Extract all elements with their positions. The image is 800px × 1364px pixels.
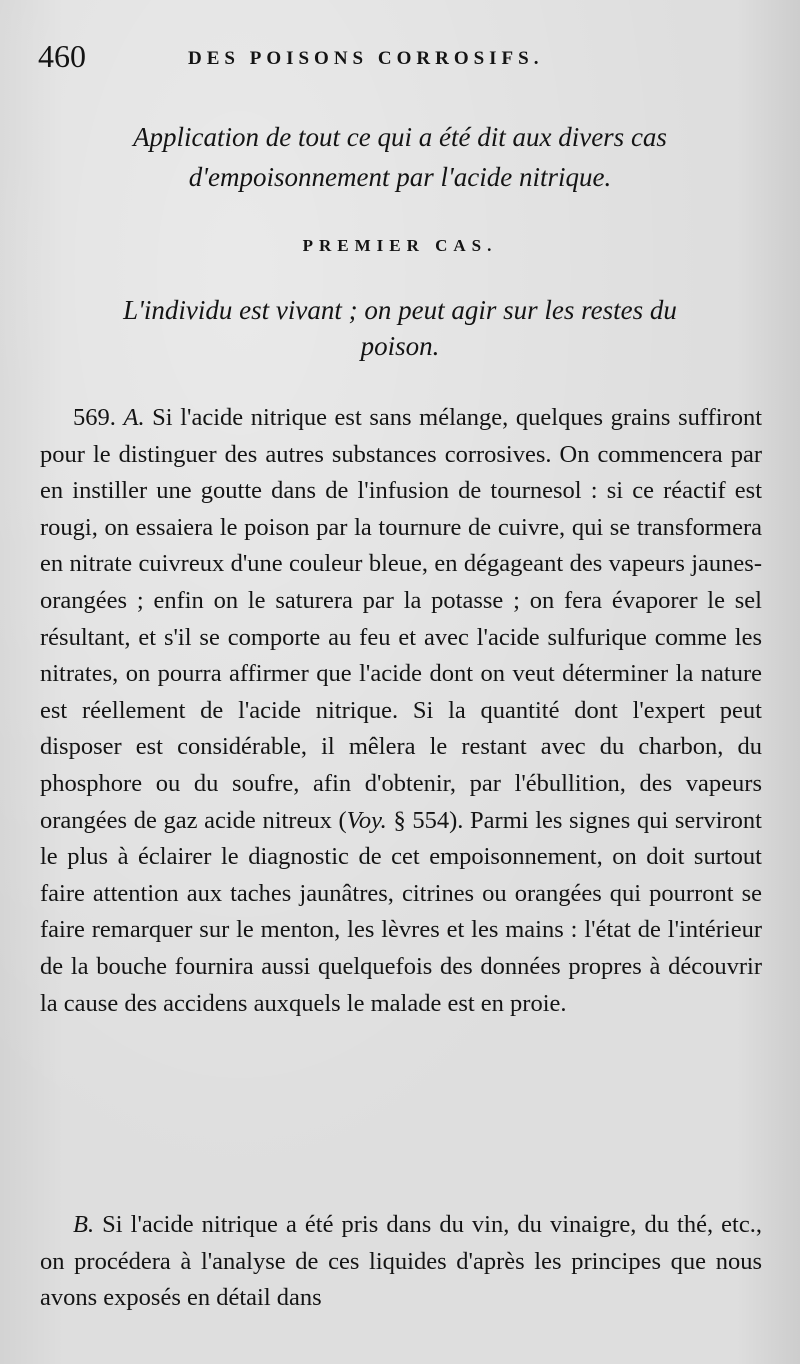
paragraph-b-text: Si l'acide nitrique a été pris dans du vin, du vinaigre, du thé, etc., on procédera à l'analyse de ces liquides d'après les principes que nous avons exposés en détail dans [40,1211,762,1312]
running-title: DES POISONS CORROSIFS. [188,48,544,69]
paragraph-a-text-1: Si l'acide nitrique est sans mélange, quelques grains suffiront pour le distinguer des autres substances corrosives. On commencera par en instiller une goutte dans de l'infusion de tournesol : si ce réactif est rougi, on essaiera le poison par la tournure de cuivre, qui se transformera en nitrate cuivreux d'une couleur bleue, en dégageant des vapeurs jaunes-orangées ; enfin on le saturera par la potasse ; on fera évaporer le sel résultant, et s'il se comporte au feu et avec l'acide sulfurique comme les nitrates, on pourra affirmer que l'acide dont on veut déterminer la nature est réellement de l'acide nitrique. Si la quantité dont l'expert peut disposer est considérable, il mêlera le restant avec du charbon, du phosphore ou du soufre, afin d'obtenir, par l'ébullition, des vapeurs orangées de gaz acide nitreux ( [40,404,763,834]
section-heading-line-1: Application de tout ce qui a été dit aux divers cas [133,122,667,152]
paragraph-number: 569. [73,404,116,431]
paragraph-569-a [40,400,762,1022]
case-subheading-line-2: poison. [360,331,440,361]
case-subheading [40,292,760,364]
section-heading-line-2: d'empoisonnement par l'acide nitrique. [188,162,612,192]
paragraph-label-a: A. [123,404,145,431]
paragraph-a-text-2: § 554). Parmi les signes qui serviront le plus à éclairer le diagnostic de cet empoisonnement, on doit surtout faire attention aux taches jaunâtres, citrines ou orangées qui pourront se faire remarquer sur le menton, les lèvres et les mains : l'état de l'intérieur de la bouche fournira aussi quelquefois des données propres à découvrir la cause des accidens auxquels le malade est en proie. [40,806,762,1017]
case-heading: PREMIER CAS. [302,236,498,255]
case-subheading-line-1: L'individu est vivant ; on peut agir sur les restes du [123,295,677,325]
page-number: 460 [38,38,86,74]
cross-reference: Voy. [346,806,387,834]
paragraph-label-b: B. [73,1211,95,1238]
section-heading [40,117,760,197]
running-header [38,38,762,78]
paragraph-b [40,1207,762,1317]
